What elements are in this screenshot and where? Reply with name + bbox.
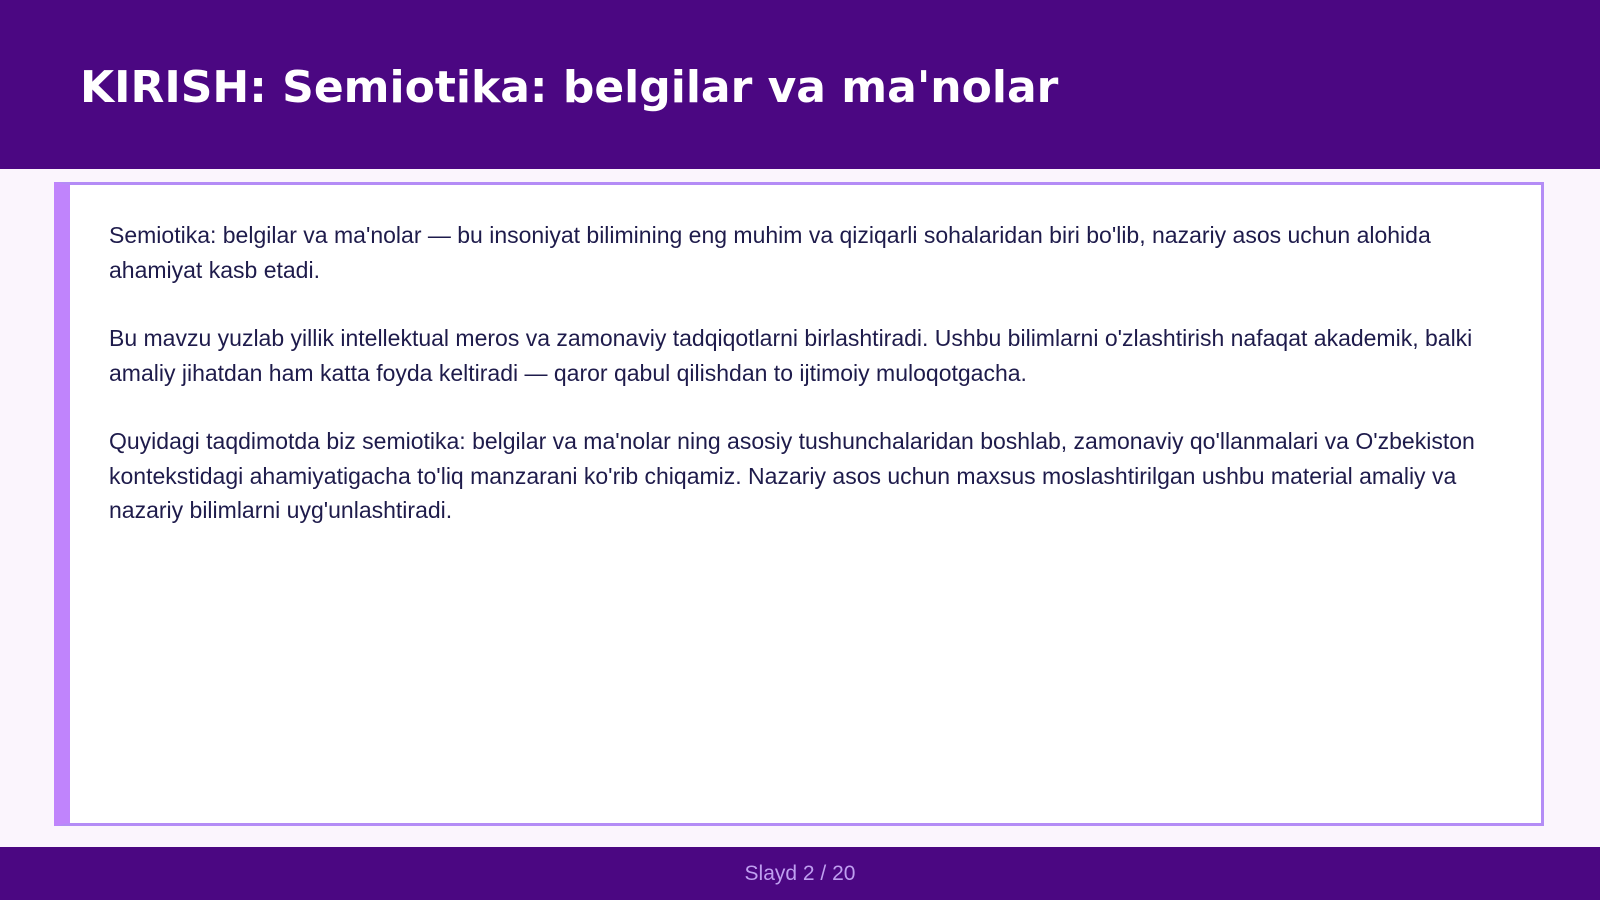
slide-footer (0, 847, 1600, 900)
paragraph-overview: Quyidagi taqdimotda biz semiotika: belgilar va ma'nolar ning asosiy tushunchalaridan boshlab, zamonaviy qo'llanmalari va O'zbekiston kontekstidagi ahamiyatigacha to'liq manzarani ko'rib chiqamiz. Nazariy asos uchun maxsus moslashtirilgan ushbu material amaliy va nazariy bilimlarni uyg'unlashtiradi. (109, 428, 1475, 523)
slide-header (0, 0, 1600, 169)
content-body (109, 218, 1494, 562)
content-panel (54, 182, 1544, 826)
paragraph-intro: Semiotika: belgilar va ma'nolar — bu insoniyat bilimining eng muhim va qiziqarli sohalaridan biri bo'lib, nazariy asos uchun alohida ahamiyat kasb etadi. (109, 222, 1431, 283)
slide-counter: Slayd 2 / 20 (744, 862, 856, 885)
slide-title: KIRISH: Semiotika: belgilar va ma'nolar (80, 62, 1059, 113)
paragraph-heritage: Bu mavzu yuzlab yillik intellektual meros va zamonaviy tadqiqotlarni birlashtiradi. Ushbu bilimlarni o'zlashtirish nafaqat akademik, balki amaliy jihatdan ham katta foyda keltiradi — qaror qabul qilishdan to ijtimoiy muloqotgacha. (109, 325, 1473, 386)
